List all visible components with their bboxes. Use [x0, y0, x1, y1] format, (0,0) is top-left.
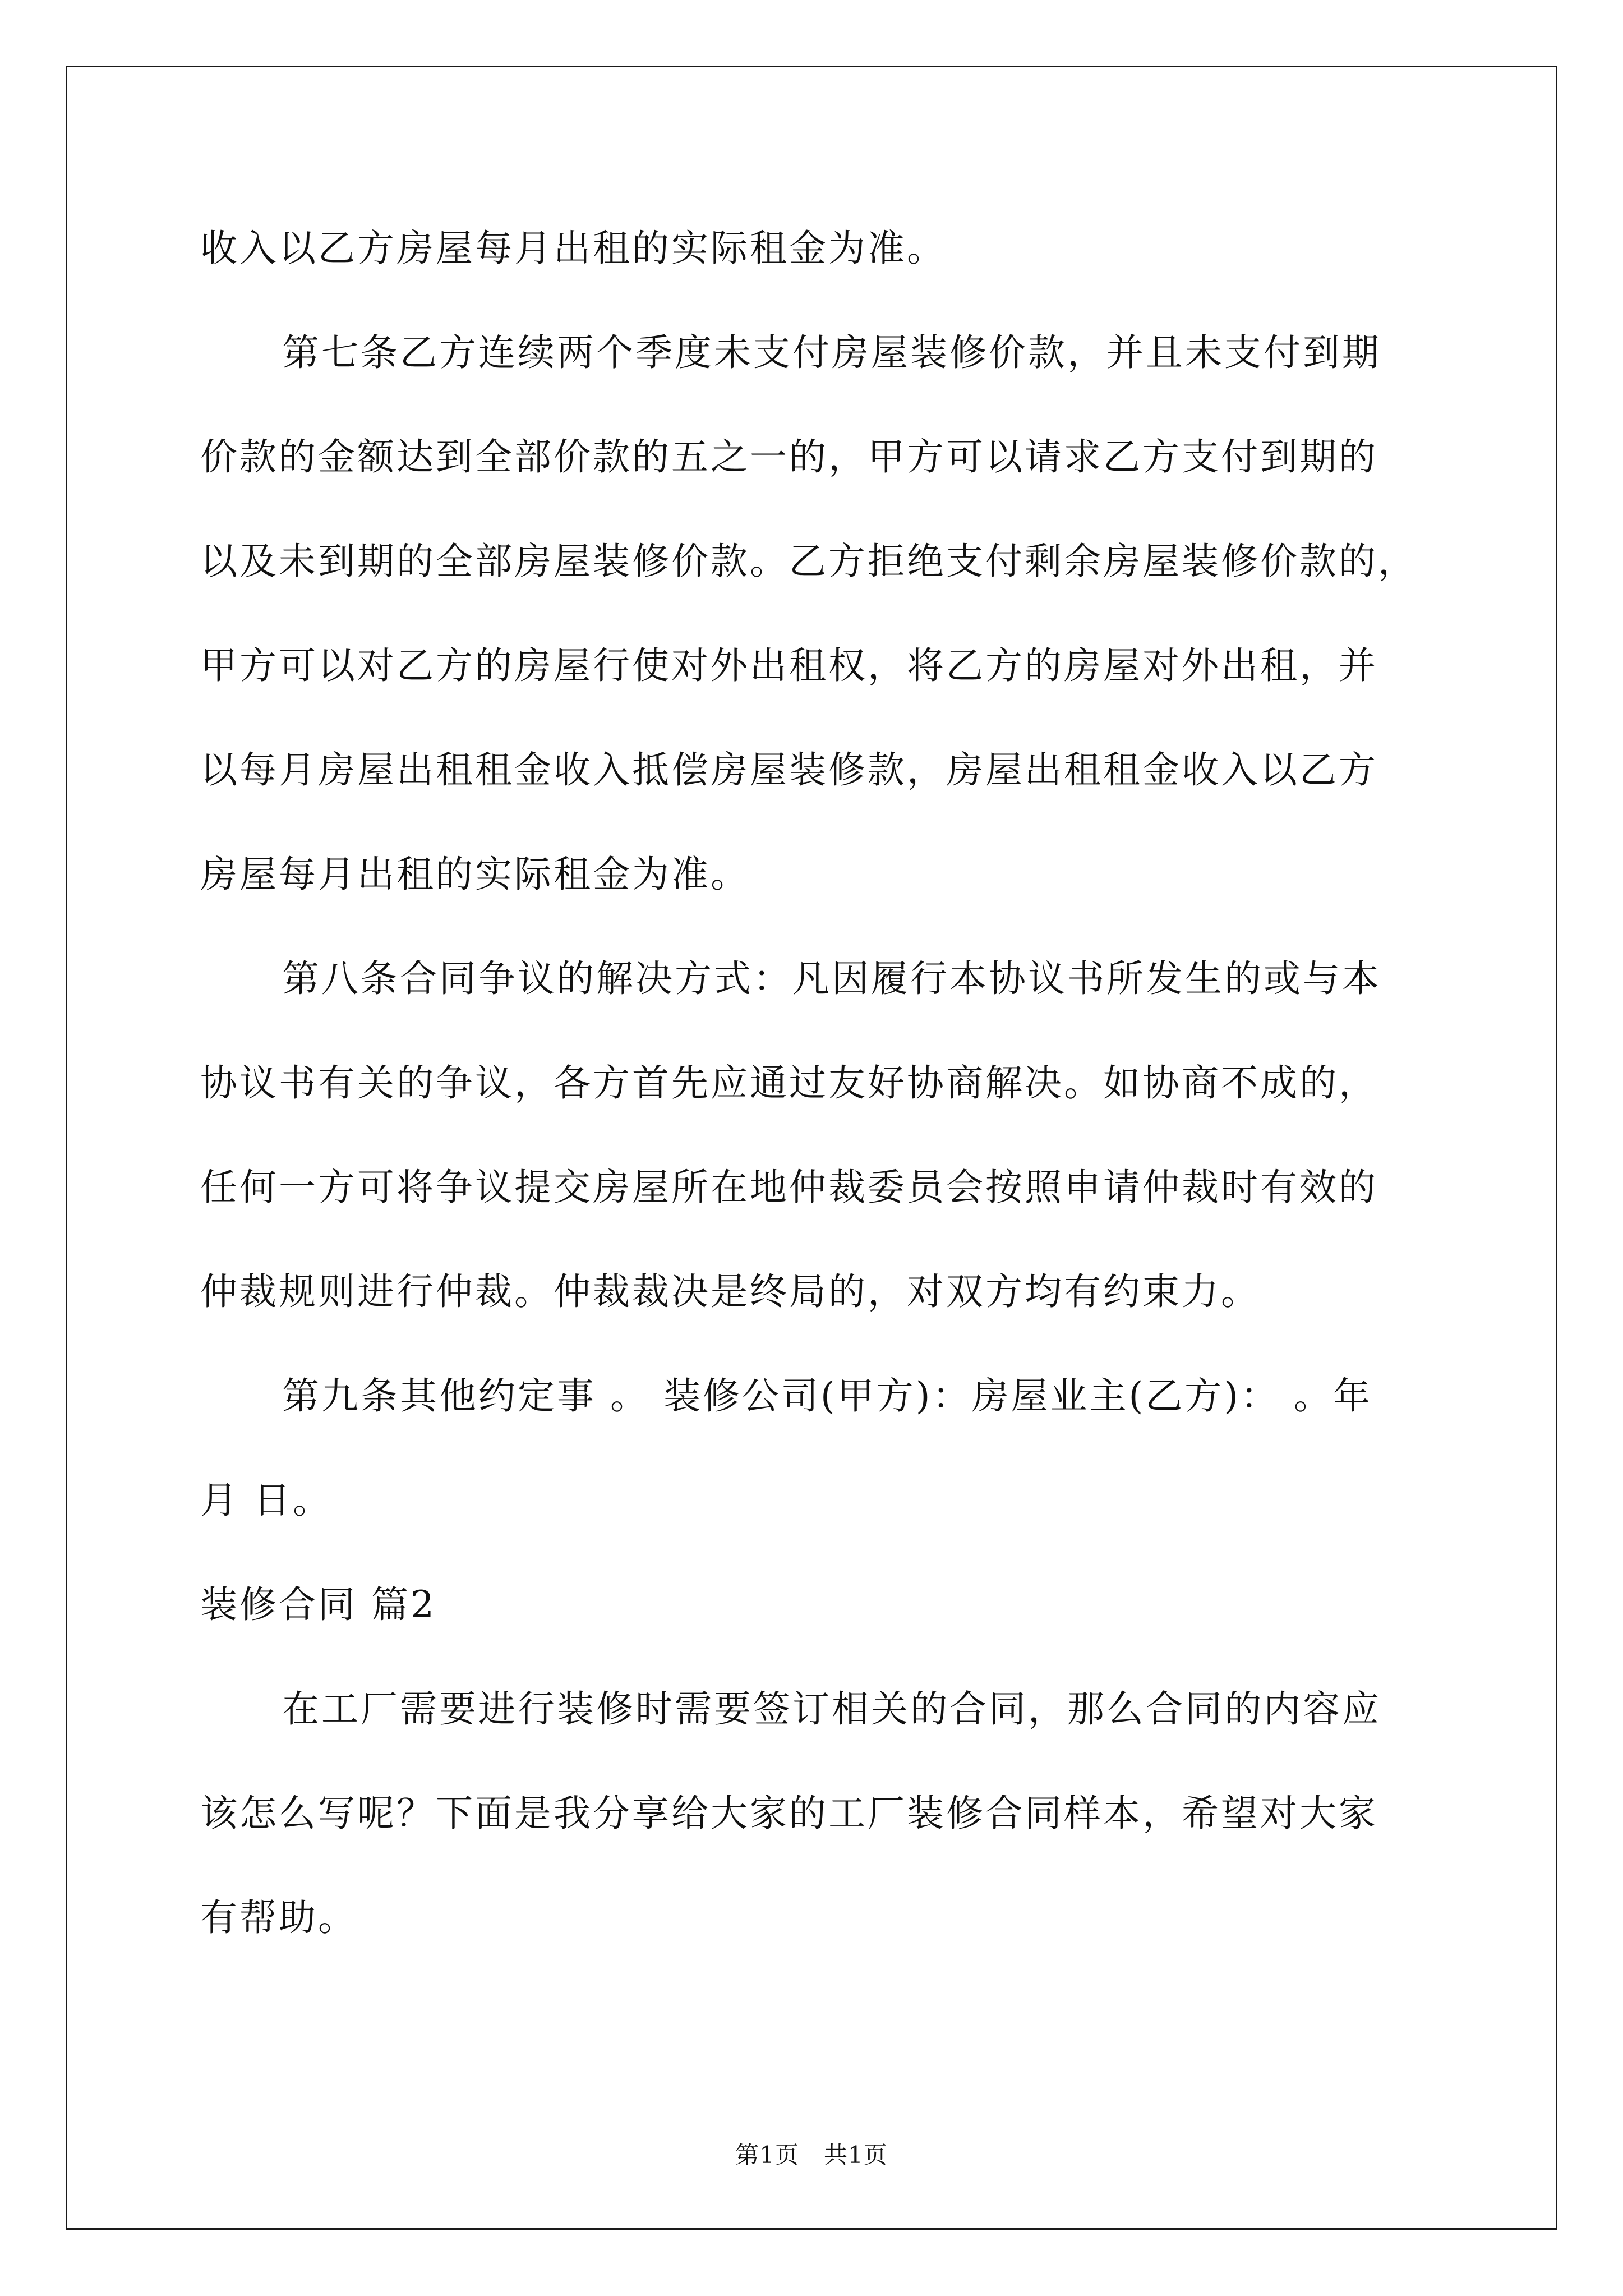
- text-line: 月 日。: [200, 1479, 332, 1522]
- text-line: 以及未到期的全部房屋装修价款。乙方拒绝支付剩余房屋装修价款的，: [200, 540, 1417, 583]
- section-heading: 装修合同 篇2: [200, 1583, 436, 1626]
- text-line: 价款的金额达到全部价款的五之一的，甲方可以请求乙方支付到期的: [200, 435, 1378, 478]
- page-number: 第1页: [735, 2141, 799, 2169]
- text-line: 在工厂需要进行装修时需要签订相关的合同，那么合同的内容应: [282, 1687, 1381, 1731]
- text-line: 甲方可以对乙方的房屋行使对外出租权，将乙方的房屋对外出租，并: [200, 644, 1378, 687]
- text-line: 第七条乙方连续两个季度未支付房屋装修价款，并且未支付到期: [282, 331, 1381, 374]
- text-line: 任何一方可将争议提交房屋所在地仲裁委员会按照申请仲裁时有效的: [200, 1166, 1378, 1209]
- text-line: 该怎么写呢？下面是我分享给大家的工厂装修合同样本，希望对大家: [200, 1792, 1378, 1835]
- text-line: 收入以乙方房屋每月出租的实际租金为准。: [200, 227, 946, 270]
- text-line: 协议书有关的争议，各方首先应通过友好协商解决。如协商不成的，: [200, 1061, 1378, 1105]
- text-line: 第八条合同争议的解决方式：凡因履行本协议书所发生的或与本: [282, 957, 1381, 1000]
- text-line: 第九条其他约定事 。 装修公司(甲方)：房屋业主(乙方)： 。年: [282, 1374, 1372, 1418]
- document-body: [200, 222, 1434, 1945]
- text-line: 仲裁规则进行仲裁。仲裁裁决是终局的，对双方均有约束力。: [200, 1270, 1260, 1313]
- text-line: 以每月房屋出租租金收入抵偿房屋装修款，房屋出租租金收入以乙方: [200, 748, 1378, 792]
- page-footer: [0, 2138, 1623, 2172]
- text-line: 有帮助。: [200, 1896, 357, 1939]
- text-line: 房屋每月出租的实际租金为准。: [200, 853, 750, 896]
- page-total: 共1页: [824, 2141, 888, 2169]
